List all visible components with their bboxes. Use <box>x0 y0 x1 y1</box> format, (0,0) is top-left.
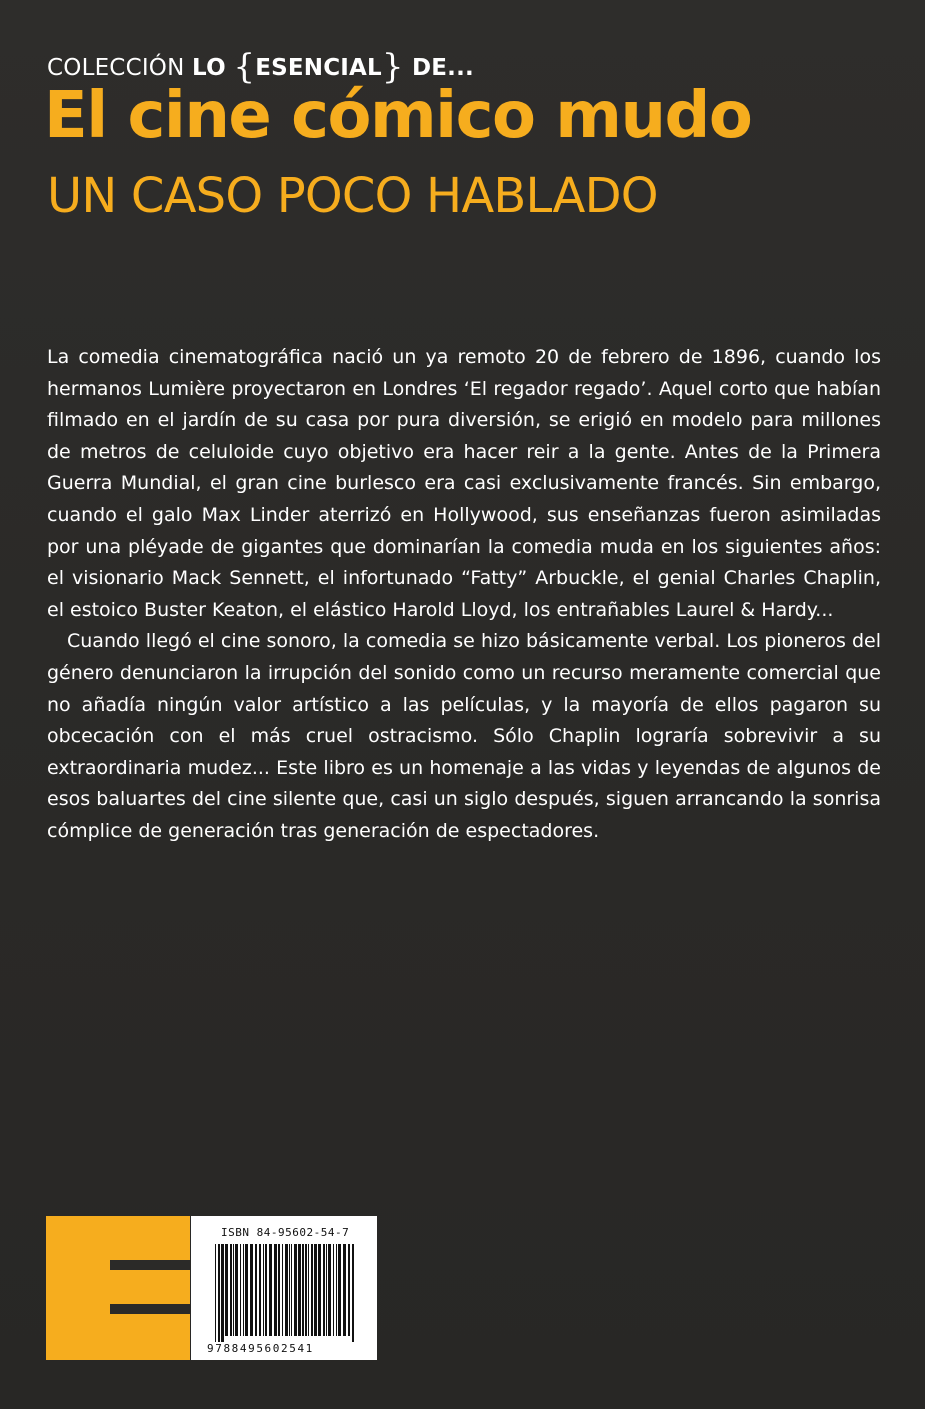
barcode-bar <box>282 1244 283 1336</box>
blurb-paragraph-2: Cuando llegó el cine sonoro, la comedia se hizo básicamente verbal. Los pioneros del género denunciaron la irrupción del sonido como un recurso meramente comercial que no añadía ningún valor artístico a las películas, y la mayoría de ellos pagaron su obcecación con el más cruel ostracismo. Sólo Chaplin lograría sobrevivir a su extraordinaria mudez... Este libro es un homenaje a las vidas y leyendas de algunos de esos baluartes del cine silente que, casi un siglo después, siguen arrancando la sonrisa cómplice de generación tras generación de espectadores. <box>47 630 881 842</box>
logo-bar-lower <box>110 1304 190 1314</box>
barcode-bar <box>221 1244 224 1342</box>
barcode-bar <box>289 1244 290 1336</box>
barcode-bar <box>250 1244 253 1336</box>
publisher-e-logo-icon <box>46 1216 190 1360</box>
barcode-bar <box>311 1244 313 1336</box>
barcode-bar <box>255 1244 257 1336</box>
ean-number: 9788495602541 <box>207 1342 314 1355</box>
barcode-bar <box>230 1244 232 1336</box>
barcode-bar <box>314 1244 317 1336</box>
barcode-bar <box>265 1244 267 1336</box>
isbn-label: ISBN 84-95602-54-7 <box>221 1226 350 1239</box>
series-lo: LO <box>192 55 226 81</box>
barcode-bar <box>333 1244 334 1336</box>
logo-bar-upper <box>110 1260 190 1270</box>
barcode-bar <box>218 1244 220 1342</box>
barcode-bar <box>352 1244 354 1342</box>
barcode-bar <box>259 1244 261 1336</box>
series-suffix: DE... <box>403 55 474 81</box>
series-brace-open: { <box>233 47 256 87</box>
barcode-bar <box>215 1244 216 1342</box>
book-subtitle: UN CASO POCO HABLADO <box>47 168 658 224</box>
barcode-bar <box>302 1244 304 1336</box>
barcode-bar <box>308 1244 309 1336</box>
book-title: El cine cómico mudo <box>44 79 752 153</box>
barcode-bar <box>338 1244 341 1336</box>
barcode-bar <box>225 1244 228 1336</box>
barcode-bar <box>285 1244 288 1336</box>
barcode-bar <box>294 1244 297 1336</box>
barcode-bar <box>348 1244 350 1336</box>
barcode-bar <box>326 1244 327 1336</box>
series-brace-close: } <box>381 47 404 87</box>
barcode-bar <box>291 1244 292 1336</box>
barcode-bar <box>243 1244 244 1336</box>
barcode-bar <box>274 1244 277 1336</box>
blurb-paragraph-1: La comedia cinematográfica nació un ya remoto 20 de febrero de 1896, cuando los hermanos Lumière proyectaron en Londres ‘El regador regado’. Aquel corto que habían filmado en el jardín de su casa por pura diversión, se erigió en modelo para millones de metros de celuloide cuyo objetivo era hacer reir a la gente. Antes de la Primera Guerra Mundial, el gran cine burlesco era casi exclusivamente francés. Sin embargo, cuando el galo Max Linder aterrizó en Hollywood, sus enseñanzas fueron asimiladas por una pléyade de gigantes que dominarían la comedia muda en los siguientes años: el visionario Mack Sennett, el infortunado “Fatty” Arbuckle, el genial Charles Chaplin, el estoico Buster Keaton, el elástico Harold Lloyd, los entrañables Laurel & Hardy... <box>47 346 881 621</box>
barcode-icon <box>213 1244 357 1342</box>
barcode-bar <box>233 1244 234 1336</box>
barcode-panel <box>191 1216 377 1360</box>
barcode-bar <box>328 1244 331 1336</box>
barcode-bar <box>343 1244 346 1336</box>
barcode-bar <box>305 1244 307 1336</box>
barcode-bar <box>336 1244 337 1336</box>
blurb-text <box>47 342 881 848</box>
barcode-bar <box>240 1244 241 1336</box>
barcode-bar <box>245 1244 248 1336</box>
series-prefix: COLECCIÓN <box>47 55 193 81</box>
series-line <box>47 44 474 87</box>
barcode-bar <box>323 1244 325 1336</box>
barcode-bar <box>318 1244 321 1336</box>
barcode-bar <box>298 1244 301 1336</box>
barcode-bar <box>278 1244 280 1336</box>
barcode-bar <box>269 1244 272 1336</box>
series-esencial: ESENCIAL <box>255 55 382 81</box>
barcode-bar <box>235 1244 238 1336</box>
barcode-bar <box>263 1244 264 1336</box>
